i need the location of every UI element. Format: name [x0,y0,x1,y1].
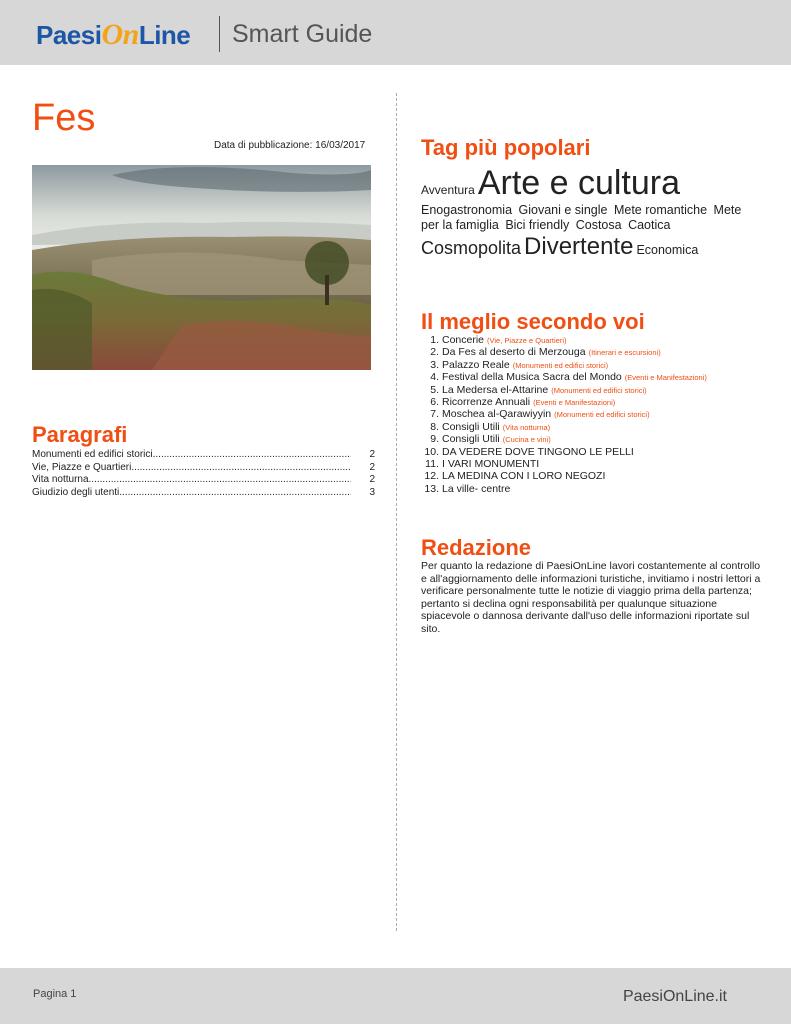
item-category: (Vie, Piazze e Quartieri) [487,336,567,345]
item-number: 4. [430,371,439,384]
item-number: 12. [424,470,439,483]
tag-link[interactable]: Economica [636,243,699,257]
toc-page: 2 [369,449,375,460]
item-number: 2. [430,346,439,359]
header-band [0,0,791,65]
toc-row[interactable] [32,487,375,500]
redazione-text: Per quanto la redazione di PaesiOnLine lavori costantemente al controllo e all'aggiornamento delle informazioni turistiche, invitiamo i nostri lettori a verificare personalmente tutte le notizie di viaggio prima della partenza; pertanto si declina ogni responsabilità per qualunque situazione spiacevole o dannosa derivante dall'uso delle informazioni riportate sul sito. [421,560,761,635]
site-link[interactable]: PaesiOnLine.it [622,988,727,1005]
item-name: La ville- centre [442,482,511,495]
page-number: Pagina 1 [33,988,77,1000]
tag-link[interactable]: Cosmopolita [421,238,522,258]
toc-page: 3 [369,486,375,498]
item-name: La Medersa el-Attarine [442,383,549,396]
page-title: Fes [32,97,96,139]
item-number: 11. [425,457,439,470]
tag-link[interactable]: Costosa [575,218,622,232]
toc-row[interactable] [32,474,375,487]
item-number: 9. [430,433,439,446]
item-number: 5. [430,383,439,396]
item-name: Consigli Utili [442,433,500,446]
list-item[interactable] [421,384,771,396]
item-name: Concerie [442,334,485,346]
city-landscape-photo [32,165,371,370]
paragraph-index [32,449,375,499]
redazione-heading: Redazione [421,535,532,560]
item-number: 7. [430,408,439,421]
footer-band [0,968,791,1024]
list-item[interactable] [421,433,771,445]
list-item[interactable] [421,334,771,346]
best-heading: Il meglio secondo voi [421,309,645,334]
item-number: 13. [424,482,439,495]
list-item[interactable] [421,396,771,408]
tag-link[interactable]: Avventura [421,183,475,197]
toc-label: Vie, Piazze e Quartieri ..... [32,462,351,475]
paragrafi-heading: Paragrafi [32,422,128,447]
item-name: Palazzo Reale [442,358,510,371]
list-item[interactable] [421,408,771,420]
item-name: Moschea al-Qarawiyyin [442,408,552,421]
item-number: 3. [430,358,439,371]
item-number: 6. [430,395,439,408]
list-item[interactable] [421,359,771,371]
item-category: (Monumenti ed edifici storici) [551,385,647,395]
tag-link[interactable]: Caotica [628,218,671,232]
toc-label: Vita notturna ..... [32,474,351,487]
item-category: (Cucina e vini) [502,435,551,445]
toc-row[interactable] [32,462,375,475]
list-item[interactable] [421,483,771,495]
item-number: 1. [430,334,439,346]
list-item[interactable] [421,470,771,482]
header-title: Smart Guide [232,20,373,48]
tags-heading: Tag più popolari [421,135,591,160]
column-divider [396,93,397,931]
item-name: LA MEDINA CON I LORO NEGOZI [442,470,606,483]
item-name: I VARI MONUMENTI [442,457,540,470]
item-name: DA VEDERE DOVE TINGONO LE PELLI [442,445,634,458]
toc-label: Giudizio degli utenti ..... [32,487,351,500]
item-category: (Monumenti ed edifici storici) [512,360,609,370]
toc-page: 2 [369,461,375,473]
paesionline-logo[interactable] [36,12,206,56]
logo-wordmark: PaesiOnLine [36,18,191,51]
tag-link[interactable]: Mete romantiche [613,203,708,217]
item-number: 8. [430,420,439,433]
item-category: (Monumenti ed edifici storici) [554,410,650,420]
list-item[interactable] [421,346,771,358]
tag-link[interactable]: Arte e cultura [477,164,681,202]
item-name: Festival della Musica Sacra del Mondo [442,371,622,384]
list-item[interactable] [421,371,771,383]
best-list [421,334,771,495]
item-category: (Itinerari e escursioni) [588,348,661,358]
item-number: 10. [424,445,439,458]
item-category: (Eventi e Manifestazioni) [624,373,707,383]
publication-date: Data di pubblicazione: 16/03/2017 [214,140,366,151]
toc-page: 2 [369,474,375,485]
tag-link[interactable]: Divertente [524,233,634,260]
toc-row[interactable] [32,449,375,462]
item-category: (Eventi e Manifestazioni) [533,397,616,407]
toc-label: Monumenti ed edifici storici ..... [32,449,351,462]
tag-link[interactable]: Mete per la famiglia [421,203,742,232]
item-name: Da Fes al deserto di Merzouga [442,346,586,359]
tag-link[interactable]: Giovani e single [518,203,608,217]
item-name: Consigli Utili [442,420,500,433]
item-category: (Vita notturna) [502,422,551,432]
list-item[interactable] [421,458,771,470]
list-item[interactable] [421,446,771,458]
list-item[interactable] [421,421,771,433]
tag-link[interactable]: Bici friendly [505,218,570,232]
header-divider [219,16,220,52]
item-name: Ricorrenze Annuali [442,395,531,408]
tag-cloud [421,163,761,261]
tag-link[interactable]: Enogastronomia [421,203,513,217]
